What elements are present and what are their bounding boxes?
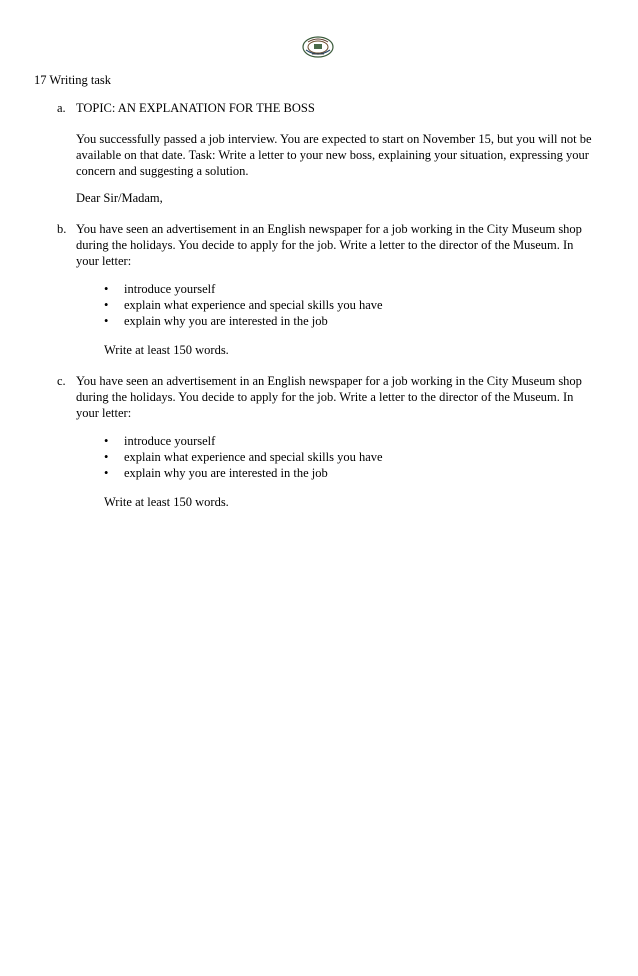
task-heading: 17 Writing task [34,73,112,87]
item-b-paragraph [76,221,606,269]
item-a-line-2: available on that date. Task: Write a letter to your new boss, explaining your situation, expressing your [76,148,589,162]
item-c-bullet-list [104,433,383,481]
item-b-line-2: during the holidays. You decide to apply for the job. Write a letter to the director of the Museum. In [76,238,574,252]
item-a-line-3: concern and suggesting a solution. [76,164,249,178]
item-c-line-2: during the holidays. You decide to apply for the job. Write a letter to the director of the Museum. In [76,390,574,404]
item-c-line-3: your letter: [76,406,132,420]
bullet-icon: • [104,298,109,312]
bullet-icon: • [104,466,109,480]
list-item: • introduce yourself [104,434,216,448]
item-c-marker: c. [57,374,66,388]
item-c-paragraph [76,373,606,421]
item-c-line-1: You have seen an advertisement in an English newspaper for a job working in the City Museum shop [76,374,582,388]
bullet-icon: • [104,314,109,328]
bullet-icon: • [104,282,109,296]
item-b-line-3: your letter: [76,254,132,268]
bullet-icon: • [104,450,109,464]
school-crest-logo [301,34,335,60]
item-a-paragraph [76,131,606,179]
bullet-icon: • [104,434,109,448]
crest-icon [301,34,335,60]
item-b-instruction: Write at least 150 words. [104,343,229,357]
item-c-instruction: Write at least 150 words. [104,495,229,509]
item-a-marker: a. [57,101,66,115]
list-item: • explain why you are interested in the job [104,314,328,328]
item-b-bullet-list [104,281,383,329]
item-a-topic: TOPIC: AN EXPLANATION FOR THE BOSS [76,101,315,115]
item-b-line-1: You have seen an advertisement in an English newspaper for a job working in the City Museum shop [76,222,582,236]
list-item: • introduce yourself [104,282,216,296]
list-item: • explain what experience and special skills you have [104,298,383,312]
item-b-marker: b. [57,222,67,236]
list-item: • explain why you are interested in the job [104,466,328,480]
item-a-line-1: You successfully passed a job interview. You are expected to start on November 15, but you will not be [76,132,592,146]
item-a-salutation: Dear Sir/Madam, [76,191,163,205]
list-item: • explain what experience and special skills you have [104,450,383,464]
